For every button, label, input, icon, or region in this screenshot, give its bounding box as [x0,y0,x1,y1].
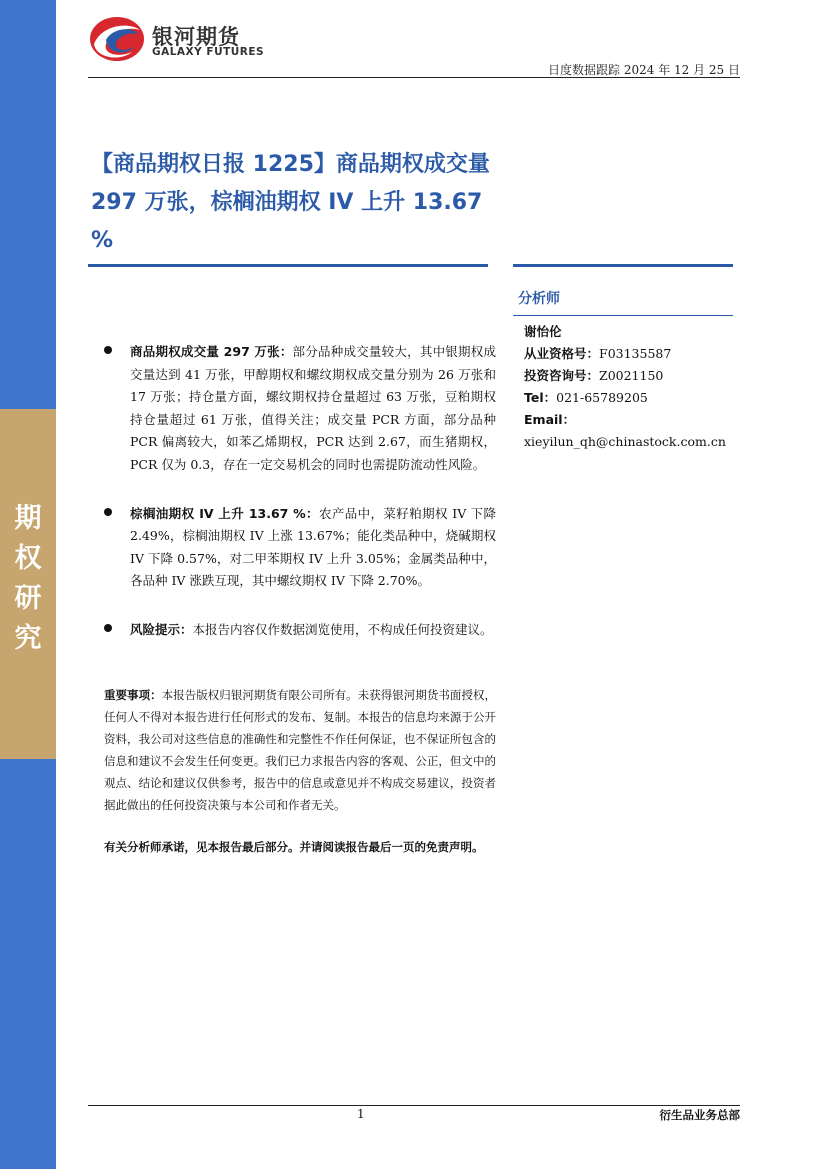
footer-divider [88,1105,740,1106]
report-type-date: 日度数据跟踪 2024 年 12 月 25 日 [548,63,740,77]
consulting-number: Z0021150 [599,368,664,383]
galaxy-logo-icon [88,14,146,64]
title-divider [88,264,488,267]
tel-number: 021-65789205 [556,390,648,405]
qualification-number: F03135587 [599,346,672,361]
bullet-text: 本报告内容仅作数据浏览使用，不构成任何投资建议。 [192,621,493,637]
bullet-volume [104,341,496,477]
consulting-label: 投资咨询号： [524,368,600,383]
analyst-info [524,321,734,453]
bullet-text: 农产品中，菜籽粕期权 IV 下降 2.49%，棕榈油期权 IV 上涨 13.67%；能化类品种中，烧碱期权 IV 下降 0.57%，对二甲苯期权 IV 上升 3.05%；金属类品种中，各品种 IV 涨跌互现，其中螺纹期权 IV 下降 2.70%。 [130,505,496,589]
bullet-dot-icon [104,508,112,516]
footer-department: 衍生品业务总部 [659,1108,740,1122]
summary-bullets [104,341,496,668]
logo-name-cn: 银河期货 [152,25,240,49]
notice-heading: 重要事项： [104,688,162,702]
report-title: 【商品期权日报 1225】商品期权成交量 297 万张，棕榈油期权 IV 上升 13.67 % [91,152,490,253]
bullet-text: 部分品种成交量较大，其中银期权成交量达到 41 万张，甲醇期权和螺纹期权成交量分别为 26 万张和 17 万张；持仓量方面，螺纹期权持仓量超过 63 万张，豆粕期权持仓量超过 61 万张，值得关注；成交量 PCR 方面，部分品种 PCR 偏离较大，如苯乙烯期权，PCR 达到 2.67，而生猪期权，PCR 仅为 0.3，存在一定交易机会的同时也需提防流动性风险。 [130,344,496,472]
email-address[interactable]: xieyilun_qh@chinastock.com.cn [524,434,726,449]
tel-label: Tel： [524,390,557,405]
sidebar-label [0,499,56,659]
notice-text: 本报告版权归银河期货有限公司所有。未获得银河期货书面授权，任何人不得对本报告进行任何形式的发布、复制。本报告的信息均来源于公开资料，我公司对这些信息的准确性和完整性不作任何保证，也不保证所包含的信息和建议不会发生任何变更。我们已力求报告内容的客观、公正，但文中的观点、结论和建议仅供参考，报告中的信息或意见并不构成交易建议，投资者据此做出的任何投资决策与本公司和作者无关。 [104,688,497,812]
sidebar-char: 权 [14,543,42,574]
analyst-statement: 有关分析师承诺，见本报告最后部分。并请阅读报告最后一页的免责声明。 [104,840,484,854]
bullet-dot-icon [104,346,112,354]
sidebar-char: 期 [14,503,42,534]
analyst-top-divider [513,264,733,267]
analyst-name: 谢怡伦 [524,324,562,339]
bullet-dot-icon [104,624,112,632]
qualification-label: 从业资格号： [524,346,600,361]
page-number: 1 [357,1107,365,1121]
email-label: Email： [524,412,576,427]
bullet-iv [104,503,496,593]
sidebar-char: 研 [14,583,42,614]
important-notice [104,684,496,816]
sidebar-char: 究 [14,623,42,654]
analyst-section-header: 分析师 [518,291,560,307]
analyst-divider [513,315,733,316]
company-logo [88,14,278,64]
bullet-heading: 棕榈油期权 IV 上升 13.67 %： [130,505,319,521]
logo-name-en: GALAXY FUTURES [152,46,265,58]
bullet-risk [104,619,496,642]
bullet-heading: 风险提示： [130,621,193,637]
header-divider [88,77,740,78]
bullet-heading: 商品期权成交量 297 万张： [130,344,293,359]
